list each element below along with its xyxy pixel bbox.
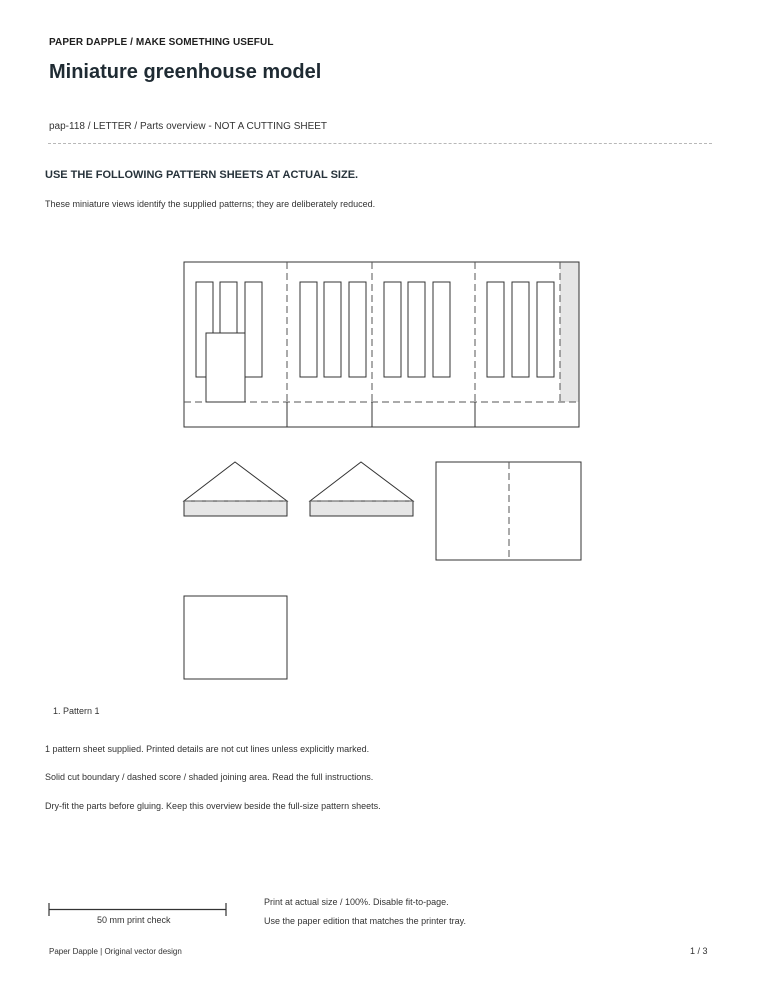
note-sheet-count: 1 pattern sheet supplied. Printed details are not cut lines unless explicitly marked. [45, 744, 370, 754]
window-pane [245, 282, 262, 377]
gable-glue-tab [184, 501, 287, 516]
scale-bar-label: 50 mm print check [97, 915, 171, 925]
intro-text: These miniature views identify the supplied patterns; they are deliberately reduced. [45, 199, 376, 209]
page-number: 1 / 3 [690, 946, 708, 956]
gable-outline [184, 462, 287, 501]
window-pane [433, 282, 450, 377]
door-panel [206, 333, 245, 402]
base-piece [184, 596, 287, 679]
wall-strip-piece [184, 262, 579, 427]
window-pane [324, 282, 341, 377]
gable-piece-right [310, 462, 413, 516]
page-title: Miniature greenhouse model [49, 61, 322, 83]
paper-instruction: Use the paper edition that matches the printer tray. [264, 916, 466, 926]
window-pane [537, 282, 554, 377]
window-pane [300, 282, 317, 377]
note-line-legend: Solid cut boundary / dashed score / shaded joining area. Read the full instructions. [45, 772, 374, 782]
side-glue-tab [560, 262, 579, 402]
note-dry-fit: Dry-fit the parts before gluing. Keep this overview beside the full-size pattern sheets. [45, 801, 381, 811]
window-pane [512, 282, 529, 377]
window-pane [349, 282, 366, 377]
window-pane [487, 282, 504, 377]
gable-piece-left [184, 462, 287, 516]
window-pane [408, 282, 425, 377]
section-heading: USE THE FOLLOWING PATTERN SHEETS AT ACTUAL SIZE. [45, 169, 359, 181]
roof-piece [436, 462, 581, 560]
window-pane [384, 282, 401, 377]
print-instruction: Print at actual size / 100%. Disable fit-to-page. [264, 897, 449, 907]
brand-breadcrumb: PAPER DAPPLE / MAKE SOMETHING USEFUL [49, 37, 274, 48]
document-meta: pap-118 / LETTER / Parts overview - NOT A CUTTING SHEET [49, 121, 328, 132]
gable-glue-tab [310, 501, 413, 516]
footer-credit: Paper Dapple | Original vector design [49, 947, 182, 956]
gable-outline [310, 462, 413, 501]
pattern-caption: 1. Pattern 1 [53, 706, 100, 716]
